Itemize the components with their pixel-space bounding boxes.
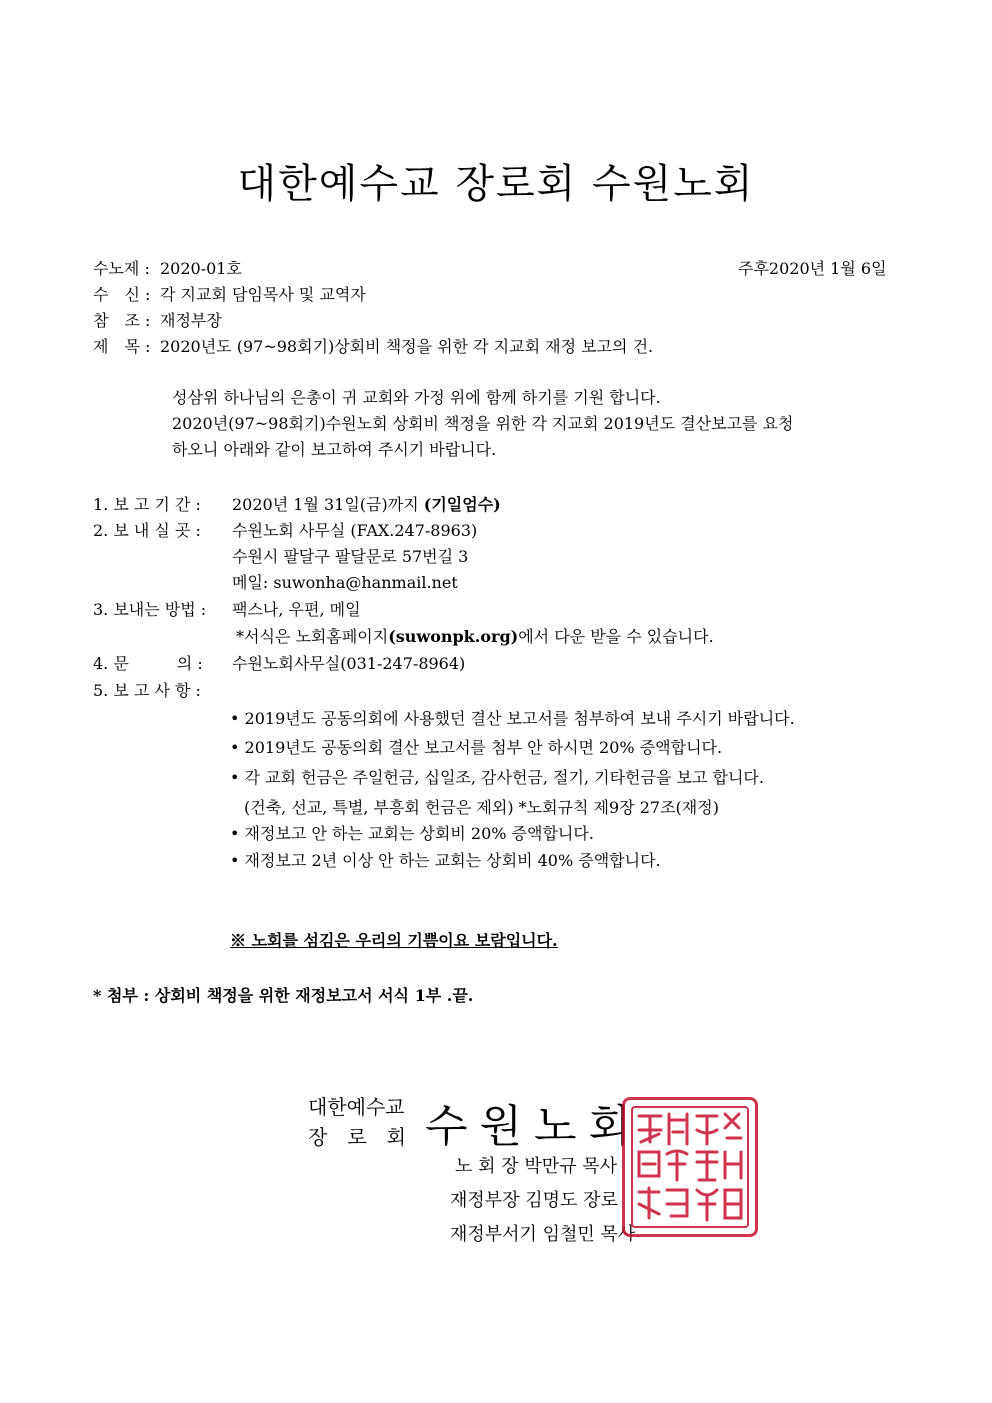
document-title: 대한예수교 장로회 수원노회 bbox=[237, 161, 755, 207]
report-deadline: 2020년 1월 31일(금)까지 bbox=[232, 495, 419, 514]
send-methods: 팩스나, 우편, 메일 bbox=[232, 600, 361, 619]
recipient-label: 수 신 : bbox=[93, 285, 151, 304]
org-line-1: 대한예수교 bbox=[308, 1095, 405, 1119]
report-item-text: 재정보고 2년 이상 안 하는 교회는 상회비 40% 증액합니다. bbox=[244, 851, 661, 870]
deadline-emphasis: (기일엄수) bbox=[423, 495, 501, 514]
item-2-label: 2. 보 내 실 곳 : bbox=[93, 521, 201, 540]
signature-moderator: 노 회 장 박만규 목사 bbox=[455, 1156, 617, 1177]
attachment-note: * 첨부 : 상회비 책정을 위한 재정보고서 서식 1부 .끝. bbox=[93, 986, 474, 1005]
intro-line-3: 하오니 아래와 같이 보고하여 주시기 바랍니다. bbox=[172, 440, 497, 459]
item-5-label: 5. 보 고 사 항 : bbox=[93, 681, 201, 700]
signature-finance-chair: 재정부장 김명도 장로 bbox=[450, 1190, 618, 1211]
homepage-url: (suwonpk.org) bbox=[388, 627, 519, 646]
item-4-label: 4. 문 의 : bbox=[93, 654, 203, 673]
intro-line-1: 성삼위 하나님의 은총이 귀 교회와 가정 위에 함께 하기를 기원 합니다. bbox=[172, 388, 661, 407]
doc-date: 주후2020년 1월 6일 bbox=[738, 259, 887, 278]
report-item-3-continuation: (건축, 선교, 특별, 부흥회 헌금은 제외) *노회규칙 제9장 27조(재정) bbox=[244, 798, 719, 817]
motto: ※ 노회를 섬김은 우리의 기쁨이요 보람입니다. bbox=[230, 931, 558, 950]
report-item-text: 재정보고 안 하는 교회는 상회비 20% 증액합니다. bbox=[244, 824, 594, 843]
signature-finance-secretary: 재정부서기 임철민 목사 bbox=[450, 1224, 636, 1245]
report-item-text: 2019년도 공동의회 결산 보고서를 첨부 안 하시면 20% 증액합니다. bbox=[244, 738, 723, 757]
report-item-3 bbox=[230, 765, 764, 788]
office-address: 수원시 팔달구 팔달문로 57번길 3 bbox=[232, 547, 469, 566]
report-item-2 bbox=[230, 735, 722, 758]
doc-number: 2020-01호 bbox=[160, 259, 242, 278]
report-item-text: 2019년도 공동의회에 사용했던 결산 보고서를 첨부하여 보내 주시기 바랍니다. bbox=[244, 709, 795, 728]
report-item-5 bbox=[230, 848, 661, 871]
item-1-label: 1. 보 고 기 간 : bbox=[93, 495, 201, 514]
form-note-prefix: *서식은 노회홈페이지 bbox=[236, 627, 389, 646]
form-note-suffix: 에서 다운 받을 수 있습니다. bbox=[518, 627, 714, 646]
reference: 재정부장 bbox=[160, 311, 222, 330]
subject-label: 제 목 : bbox=[93, 337, 151, 356]
intro-line-2: 2020년(97~98회기)수원노회 상회비 책정을 위한 각 지교회 2019년도 결산보고를 요청 bbox=[172, 414, 794, 433]
org-name: 수원노회 bbox=[425, 1101, 644, 1152]
form-download-note bbox=[236, 624, 714, 647]
report-item-1 bbox=[230, 706, 795, 729]
office-email: 메일: suwonha@hanmail.net bbox=[232, 573, 458, 592]
subject: 2020년도 (97~98회기)상회비 책정을 위한 각 지교회 재정 보고의 건. bbox=[160, 337, 654, 356]
report-item-4 bbox=[230, 821, 594, 844]
official-seal-icon bbox=[622, 1097, 758, 1237]
report-item-text: 각 교회 헌금은 주일헌금, 십일조, 감사헌금, 절기, 기타헌금을 보고 합니다. bbox=[244, 768, 764, 787]
org-line-2: 장 로 회 bbox=[308, 1125, 406, 1149]
doc-number-label: 수노제 : bbox=[93, 259, 150, 278]
seal-glyphs-icon bbox=[625, 1100, 755, 1234]
office-name: 수원노회 사무실 (FAX.247-8963) bbox=[232, 521, 478, 540]
reference-label: 참 조 : bbox=[93, 311, 151, 330]
recipient: 각 지교회 담임목사 및 교역자 bbox=[160, 285, 366, 304]
contact-info: 수원노회사무실(031-247-8964) bbox=[232, 654, 466, 673]
item-1-value bbox=[232, 492, 501, 515]
bullet-icon: • bbox=[230, 851, 240, 870]
bullet-icon: • bbox=[230, 709, 240, 728]
bullet-icon: • bbox=[230, 768, 240, 787]
item-3-label: 3. 보내는 방법 : bbox=[93, 600, 207, 619]
bullet-icon: • bbox=[230, 824, 240, 843]
bullet-icon: • bbox=[230, 738, 240, 757]
